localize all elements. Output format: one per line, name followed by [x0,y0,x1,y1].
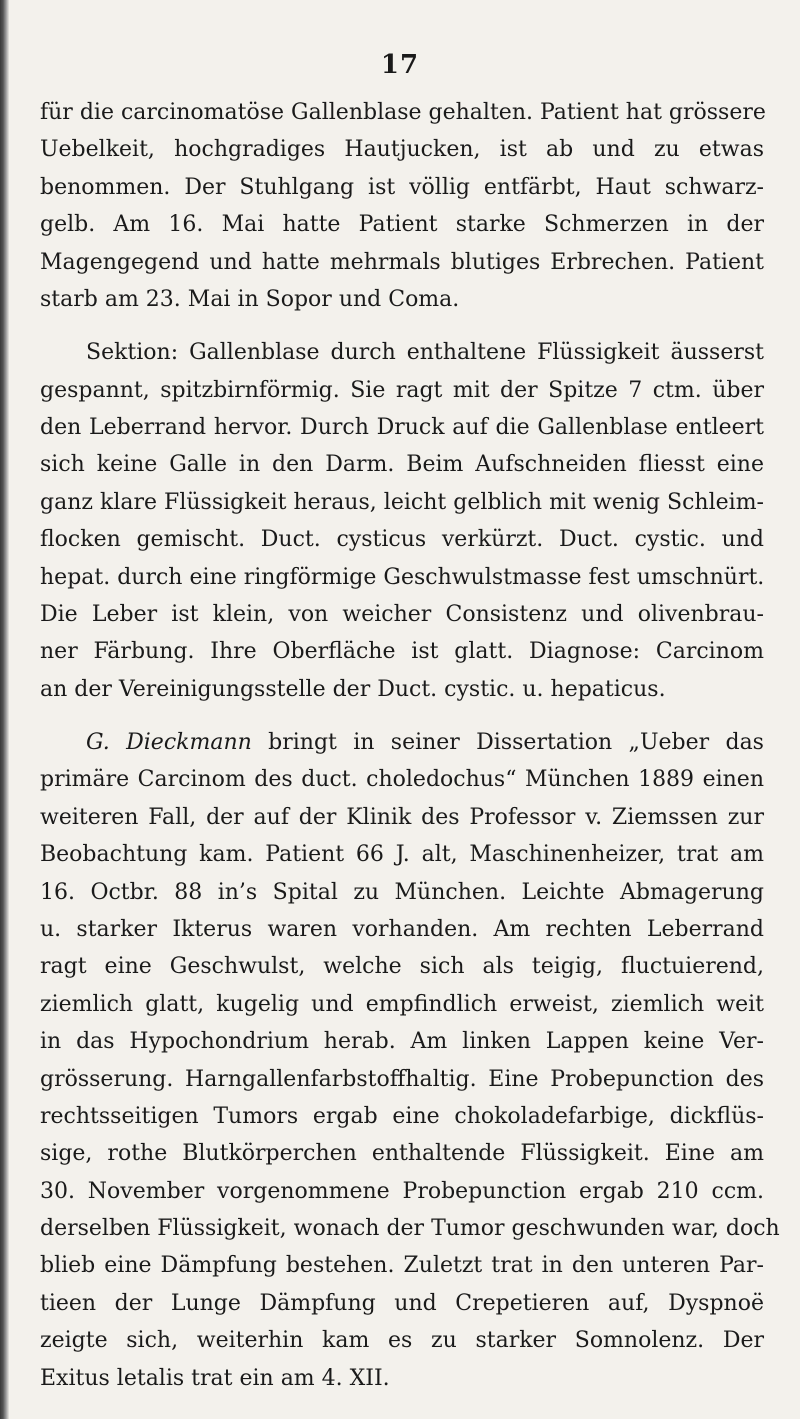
text-line: an der Vereinigungsstelle der Duct. cystic. u. hepaticus. [40,677,666,702]
text-line: ner Färbung. Ihre Oberfläche ist glatt. Diagnose: Carcinom [40,639,764,664]
text-line: Exitus letalis trat ein am 4. XII. [40,1366,390,1391]
text-line: 30. November vorgenommene Probepunction ergab 210 ccm. [40,1179,764,1204]
text-line: Magengegend und hatte mehrmals blutiges Erbrechen. Patient [40,250,764,275]
text-line: sich keine Galle in den Darm. Beim Aufschneiden fliesst eine [40,452,764,477]
text-line: ganz klare Flüssigkeit heraus, leicht gelblich mit wenig Schleim- [40,490,764,515]
text-line: blieb eine Dämpfung bestehen. Zuletzt trat in den unteren Par- [40,1253,764,1278]
text-line: derselben Flüssigkeit, wonach der Tumor geschwunden war, doch [40,1216,780,1241]
text-line: tieen der Lunge Dämpfung und Crepetieren auf, Dyspnoë [40,1291,764,1316]
text-line: starb am 23. Mai in Sopor und Coma. [40,287,460,312]
text-line: ragt eine Geschwulst, welche sich als teigig, fluctuierend, [40,954,764,979]
text-line: u. starker Ikterus waren vorhanden. Am rechten Leberrand [40,917,764,942]
text-line: für die carcinomatöse Gallenblase gehalten. Patient hat grössere [40,100,766,125]
text-line: weiteren Fall, der auf der Klinik des Professor v. Ziemssen zur [40,805,764,830]
text-line: ziemlich glatt, kugelig und empfindlich erweist, ziemlich weit [40,992,764,1017]
text-line: den Leberrand hervor. Durch Druck auf die Gallenblase entleert [40,415,764,440]
text-line: sige, rothe Blutkörperchen enthaltende Flüssigkeit. Eine am [40,1141,764,1166]
text-line [86,724,764,761]
text-line: grösserung. Harngallenfarbstoffhaltig. Eine Probepunction des [40,1067,764,1092]
text-line: primäre Carcinom des duct. choledochus“ München 1889 einen [40,767,764,792]
author-name: G. Dieckmann [86,730,252,755]
text-line: Die Leber ist klein, von weicher Consistenz und olivenbrau- [40,602,764,627]
text-line: Beobachtung kam. Patient 66 J. alt, Maschinenheizer, trat am [40,842,764,867]
text-line: Uebelkeit, hochgradiges Hautjucken, ist ab und zu etwas [40,137,764,162]
text-line: flocken gemischt. Duct. cysticus verkürzt. Duct. cystic. und [40,527,764,552]
text-line: hepat. durch eine ringförmige Geschwulstmasse fest umschnürt. [40,565,765,590]
text-line: 16. Octbr. 88 in’s Spital zu München. Leichte Abmagerung [40,880,764,905]
text-line: rechtsseitigen Tumors ergab eine chokoladefarbige, dickflüs- [40,1104,764,1129]
page-number: 17 [380,50,420,80]
text-line: zeigte sich, weiterhin kam es zu starker Somnolenz. Der [40,1328,764,1353]
text-line: gespannt, spitzbirnförmig. Sie ragt mit der Spitze 7 ctm. über [40,378,764,403]
text-line: Sektion: Gallenblase durch enthaltene Flüssigkeit äusserst [86,340,764,365]
text-line: in das Hypochondrium herab. Am linken Lappen keine Ver- [40,1029,764,1054]
text-line: benommen. Der Stuhlgang ist völlig entfärbt, Haut schwarz- [40,175,764,200]
line-text: bringt in seiner Dissertation „Ueber das [251,730,764,755]
text-line: gelb. Am 16. Mai hatte Patient starke Schmerzen in der [40,212,764,237]
